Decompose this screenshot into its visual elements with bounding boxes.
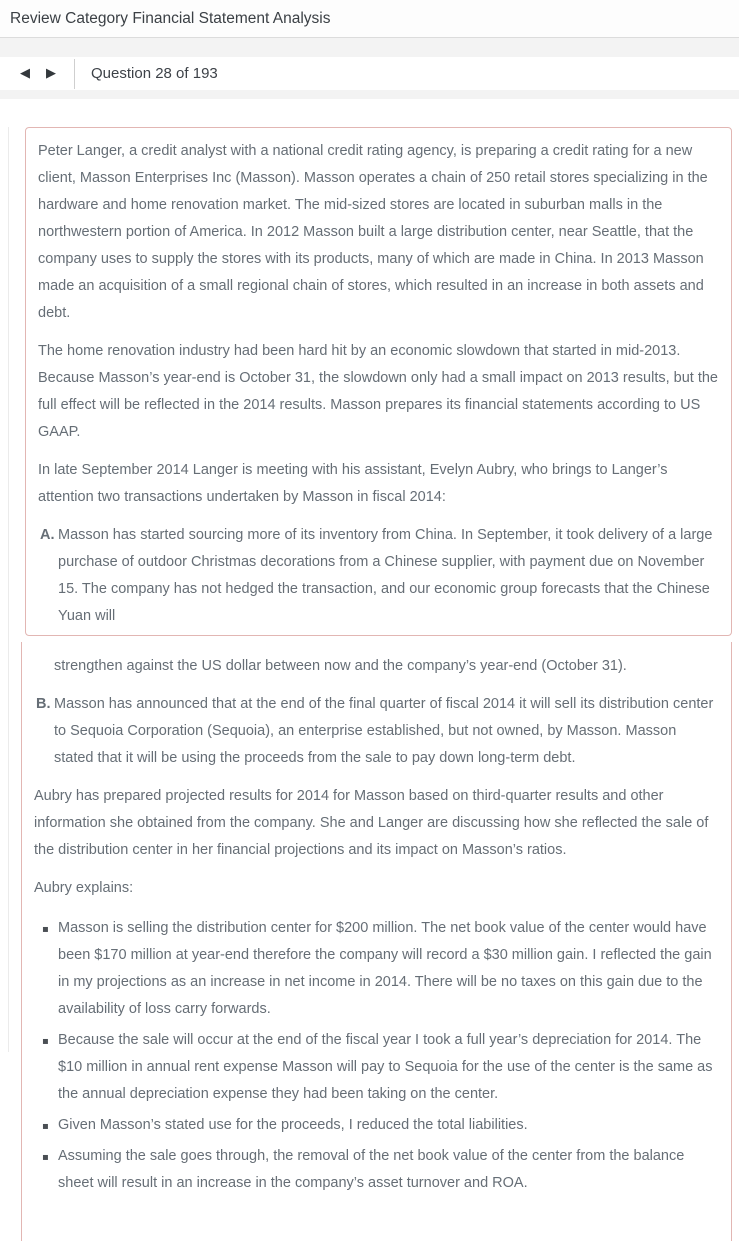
question-content-panel xyxy=(8,127,739,1191)
list-item-text: Assuming the sale goes through, the removal of the net book value of the center from the balance sheet will result in an increase in the company’s asset turnover and ROA. xyxy=(58,1148,685,1191)
arrow-right-icon: ▶ xyxy=(46,66,56,81)
transaction-item-b-label: B. xyxy=(36,696,51,712)
header-spacer-band xyxy=(0,38,739,57)
list-item xyxy=(42,1027,719,1108)
page-title: Review Category Financial Statement Analysis xyxy=(10,9,331,27)
list-item-text: Because the sale will occur at the end of the fiscal year I took a full year’s depreciation for 2014. The $10 million in annual rent expense Masson will pay to Sequoia for the use of the center is the same as the annual depreciation expense they had been taking on the center. xyxy=(58,1032,713,1102)
list-item-text: Masson is selling the distribution center for $200 million. The net book value of the center would have been $170 million at year-end therefore the company will record a $30 million gain. I reflected the gain in my projections as an increase in net income in 2014. There will be no taxes on this gain due to the availability of loss carry forwards. xyxy=(58,920,712,1017)
next-question-button[interactable] xyxy=(46,67,72,80)
vignette-paragraph-1: Peter Langer, a credit analyst with a national credit rating agency, is preparing a credit rating for a new client, Masson Enterprises Inc (Masson). Masson operates a chain of 250 retail stores specializing in the hardware and home renovation market. The mid-sized stores are located in suburban malls in the northwestern portion of America. In 2012 Masson built a large distribution center, near Seattle, that the company uses to supply the stores with its products, many of which are made in China. In 2013 Masson made an acquisition of a small regional chain of stores, which resulted in an increase in both assets and debt. xyxy=(38,143,708,321)
list-item xyxy=(42,1112,719,1139)
vignette-box-top xyxy=(25,127,732,636)
vignette-paragraph-3: In late September 2014 Langer is meeting with his assistant, Evelyn Aubry, who brings to Langer’s attention two transactions undertaken by Masson in fiscal 2014: xyxy=(38,462,668,505)
bullet-square-icon: ▪ xyxy=(42,1036,49,1047)
transaction-item-a xyxy=(38,522,719,630)
vignette-paragraph-2: The home renovation industry had been hard hit by an economic slowdown that started in mid-2013. Because Masson’s year-end is October 31, the slowdown only had a small impact on 2013 results, but the full effect will be reflected in the 2014 results. Masson prepares its financial statements according to US GAAP. xyxy=(38,343,718,440)
vignette-paragraph-4: Aubry has prepared projected results for 2014 for Masson based on third-quarter results and other information she obtained from the company. She and Langer are discussing how she reflected the sale of the distribution center in her financial projections and its impact on Masson’s ratios. xyxy=(34,788,709,858)
bullet-square-icon: ▪ xyxy=(42,924,49,935)
question-counter: Question 28 of 193 xyxy=(91,65,218,82)
list-item xyxy=(42,915,719,1023)
bullet-square-icon: ▪ xyxy=(42,1121,49,1132)
arrow-left-icon: ◀ xyxy=(20,66,30,81)
transaction-item-a-label: A. xyxy=(40,527,55,543)
list-item xyxy=(42,1143,719,1197)
nav-divider xyxy=(74,59,75,89)
bullet-square-icon: ▪ xyxy=(42,1152,49,1163)
transaction-item-b xyxy=(34,691,719,772)
prev-question-button[interactable] xyxy=(20,67,46,80)
transaction-item-b-text: Masson has announced that at the end of the final quarter of fiscal 2014 it will sell its distribution center to Sequoia Corporation (Sequoia), an enterprise established, but not owned, by Masson. Masson stated that it will be using the proceeds from the sale to pay down long-term debt. xyxy=(54,696,714,766)
transaction-item-a-continuation: strengthen against the US dollar between now and the company’s year-end (October 31). xyxy=(54,658,627,674)
transaction-item-a-text: Masson has started sourcing more of its inventory from China. In September, it took delivery of a large purchase of outdoor Christmas decorations from a Chinese supplier, with payment due on November 15. The company has not hedged the transaction, and our economic group forecasts that the Chinese Yuan will xyxy=(58,527,713,624)
question-nav-bar xyxy=(0,57,739,90)
list-item-text: Given Masson’s stated use for the proceeds, I reduced the total liabilities. xyxy=(58,1117,528,1133)
vignette-paragraph-5: Aubry explains: xyxy=(34,880,134,896)
aubry-explanation-list xyxy=(34,915,719,1197)
nav-spacer-band xyxy=(0,90,739,99)
page-header xyxy=(0,0,739,38)
vignette-box-bottom xyxy=(21,642,732,1241)
